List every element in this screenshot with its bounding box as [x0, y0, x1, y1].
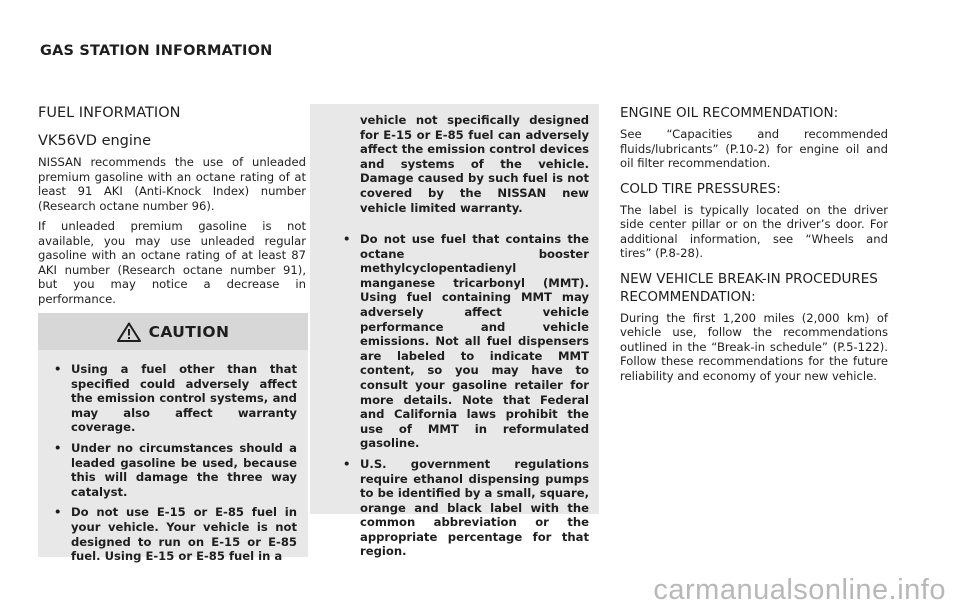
- right-column: [620, 104, 888, 392]
- caution-continued-text: vehicle not specifically designed for E-15 or E-85 fuel can adversely affect the emission control devices and systems of the vehicle. Damage caused by such fuel is not covered by the NISSAN new vehicle limited warranty.: [360, 113, 589, 215]
- caution-item-text: Do not use E-15 or E-85 fuel in your vehicle. Your vehicle is not designed to run on E-15 or E-85 fuel. Using E-15 or E-85 fuel in a: [71, 505, 297, 564]
- caution-item: [54, 505, 297, 564]
- break-in-text: During the first 1,200 miles (2,000 km) of vehicle use, follow the recommendations outlined in the “Break-in schedule” (P.5-122). Follow these recommendations for the future reliability and economy of your new vehicle.: [620, 310, 888, 383]
- fuel-paragraph-2: If unleaded premium gasoline is not available, you may use unleaded regular gasoline with an octane rating of at least 87 AKI number (Research octane number 91), but you may notice a decrease in performance.: [38, 219, 306, 306]
- engine-oil-text: See “Capacities and recommended fluids/lubricants” (P.10-2) for engine oil and oil filter recommendation.: [620, 127, 888, 170]
- bullet: •: [54, 362, 62, 376]
- engine-oil-heading: ENGINE OIL RECOMMENDATION:: [620, 105, 839, 121]
- caution-item-text: Using a fuel other than that specified could adversely affect the emission control systems, and may also affect warranty coverage.: [71, 362, 297, 435]
- bullet: •: [54, 440, 62, 455]
- fuel-information-section: [38, 104, 306, 312]
- caution-header: [38, 313, 308, 350]
- break-in-heading: NEW VEHICLE BREAK-IN PROCEDURES RECOMMENDATION:: [620, 270, 878, 305]
- caution-item-text: Under no circumstances should a leaded gasoline be used, because this will damage the three way catalyst.: [71, 440, 297, 499]
- watermark: carmanualsonline.info: [653, 574, 946, 606]
- bullet: •: [343, 456, 351, 471]
- caution-item: [54, 440, 297, 499]
- engine-subheading: VK56VD engine: [38, 133, 152, 149]
- caution-item-text: U.S. government regulations require ethanol dispensing pumps to be identified by a small, square, orange and black label with the common abbreviation or the appropriate percentage for that region.: [360, 456, 589, 559]
- caution-item: [343, 232, 589, 451]
- fuel-heading: FUEL INFORMATION: [38, 105, 181, 121]
- tire-pressure-heading: COLD TIRE PRESSURES:: [620, 180, 781, 197]
- caution-item: [54, 362, 297, 435]
- page-title: GAS STATION INFORMATION: [40, 43, 273, 59]
- caution-label: CAUTION: [148, 322, 230, 341]
- bullet: •: [54, 505, 62, 520]
- caution-list-left: [54, 362, 297, 570]
- caution-list-mid: [343, 232, 589, 565]
- caution-item: [343, 456, 589, 559]
- warning-triangle-icon: [117, 322, 141, 342]
- fuel-paragraph-1: NISSAN recommends the use of unleaded premium gasoline with an octane rating of at least 91 AKI (Anti-Knock Index) number (Research octane number 96).: [38, 155, 306, 213]
- bullet: •: [343, 232, 351, 246]
- caution-item-text: Do not use fuel that contains the octane booster methylcyclopentadienyl manganese tricarbonyl (MMT). Using fuel containing MMT may adversely affect vehicle performance and vehicle emissions. Not all fuel dispensers are labeled to indicate MMT content, so you may have to consult your gasoline retailer for more details. Note that Federal and California laws prohibit the use of MMT in reformulated gasoline.: [360, 232, 589, 451]
- tire-pressure-text: The label is typically located on the driver side center pillar or on the driver’s door. For additional information, see “Wheels and tires” (P.8-28).: [620, 202, 888, 260]
